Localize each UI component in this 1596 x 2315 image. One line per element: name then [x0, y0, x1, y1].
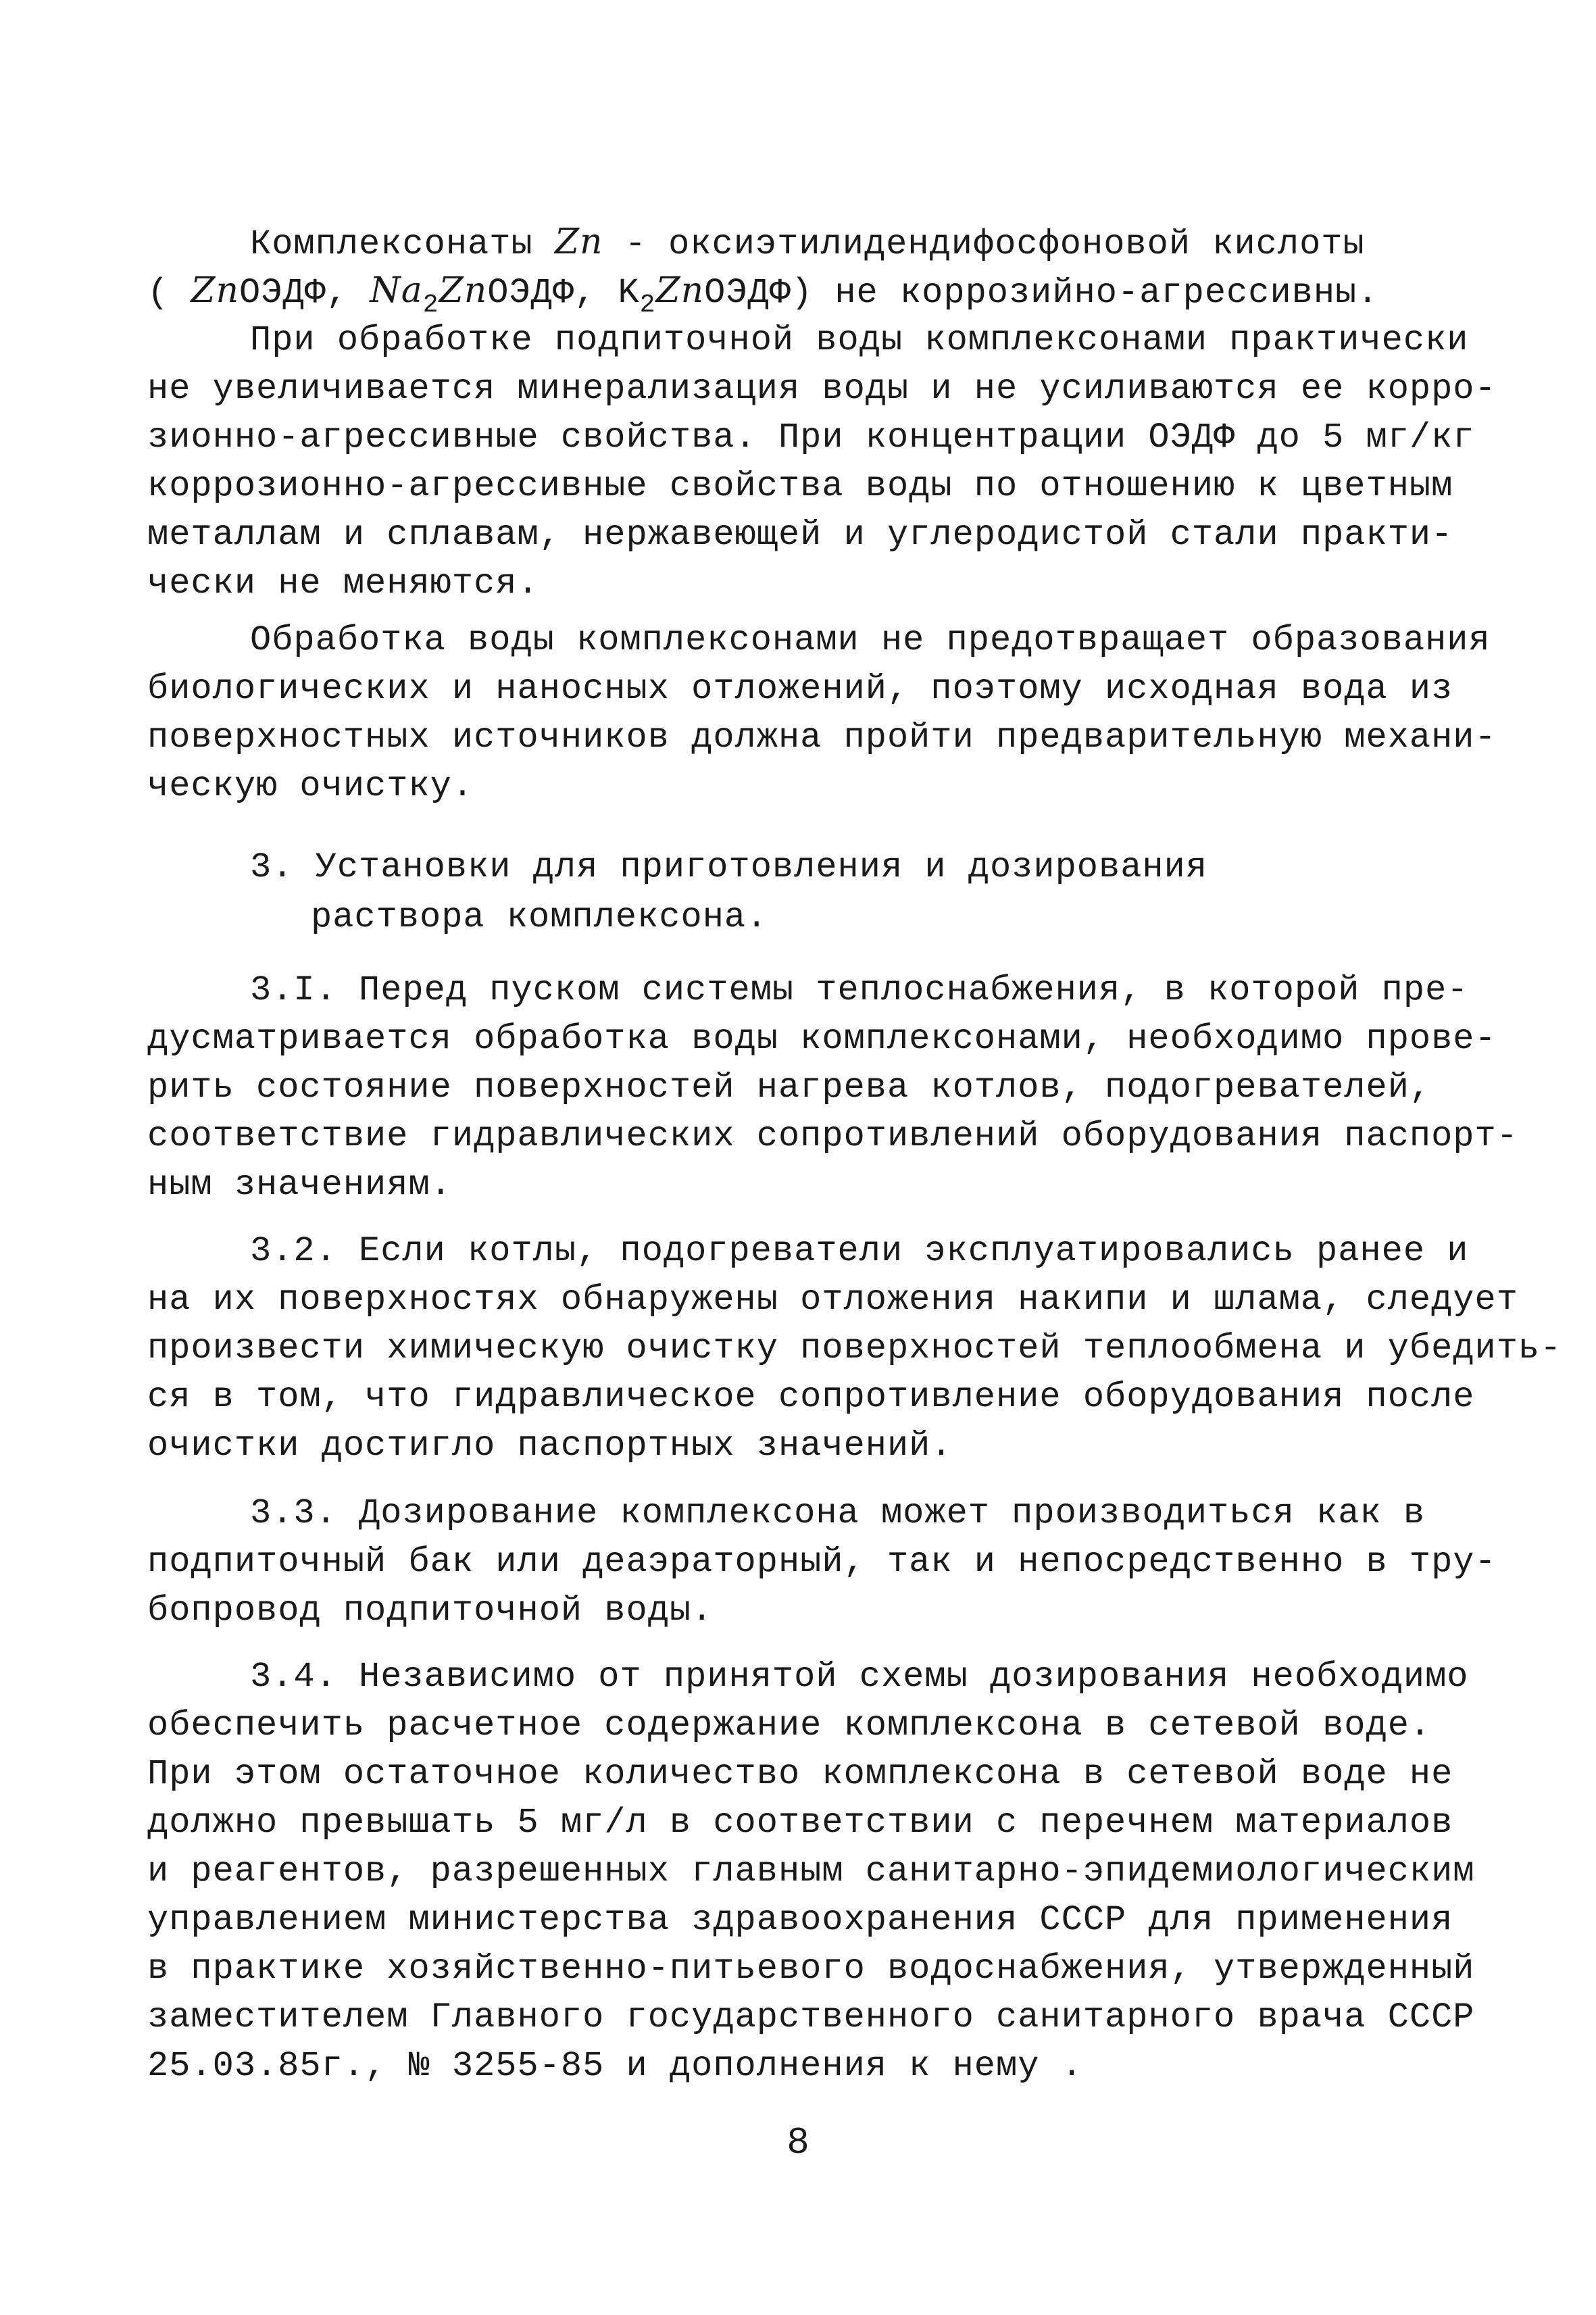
para1-line: чески не меняются. [147, 564, 539, 603]
para2-line: ческую очистку. [147, 766, 474, 806]
p33-line: 3.3. Дозирование комплексона может производиться как в [250, 1493, 1426, 1533]
na-symbol: Na [370, 270, 423, 311]
text-span: ОЭДФ) не коррозийно-агрессивны. [704, 273, 1379, 313]
para2-line: биологических и наносных отложений, поэтому исходная вода из [147, 669, 1453, 709]
p33-line: подпиточный бак или деаэраторный, так и непосредственно в тру- [147, 1542, 1497, 1582]
p34-line: заместителем Главного государственного санитарного врача СССР [147, 1997, 1475, 2037]
p31-line: рить состояние поверхностей нагрева котлов, подогревателей, [147, 1068, 1432, 1107]
p31-line: дусматривается обработка воды комплексонами, необходимо прове- [147, 1019, 1497, 1059]
para2-line: поверхностных источников должна пройти предварительную механи- [147, 718, 1497, 757]
p34-line: управлением министерства здравоохранения СССР для применения [147, 1900, 1453, 1940]
text-span: ОЭДФ, [239, 273, 370, 313]
p32-line: 3.2. Если котлы, подогреватели эксплуатировались ранее и [250, 1231, 1469, 1271]
section-heading: раствора комплексона. [311, 897, 768, 937]
p34-line: и реагентов, разрешенных главным санитарно-эпидемиологическим [147, 1851, 1475, 1891]
subscript: 2 [422, 291, 439, 320]
p32-line: ся в том, что гидравлическое сопротивление оборудования после [147, 1377, 1475, 1417]
p31-line: соответствие гидравлических сопротивлений оборудования паспорт- [147, 1116, 1518, 1156]
para1-line: коррозионно-агрессивные свойства воды по отношению к цветным [147, 466, 1453, 506]
p32-line: произвести химическую очистку поверхностей теплообмена и убедить- [147, 1328, 1562, 1368]
p34-line: 25.03.85г., № 3255-85 и дополнения к нему . [147, 2046, 1083, 2086]
intro-line-1 [250, 218, 1365, 269]
subscript: 2 [639, 291, 656, 320]
p32-line: очистки достигло паспортных значений. [147, 1426, 953, 1466]
text-span: ОЭДФ, K [487, 273, 640, 313]
zn-symbol: Zn [439, 270, 488, 311]
para1-line: металлам и сплавам, нержавеющей и углеродистой стали практи- [147, 515, 1453, 555]
p33-line: бопровод подпиточной воды. [147, 1591, 714, 1631]
zn-symbol: Zn [655, 270, 705, 311]
text-span: - оксиэтилидендифосфоновой кислоты [603, 224, 1365, 264]
p34-line: в практике хозяйственно-питьевого водоснабжения, утвержденный [147, 1949, 1475, 1989]
p31-line: ным значениям. [147, 1165, 452, 1205]
text-span: ( [147, 273, 191, 313]
para1-line: При обработке подпиточной воды комплексонами практически [250, 320, 1469, 360]
para1-line: зионно-агрессивные свойства. При концентрации ОЭДФ до 5 мг/кг [147, 418, 1475, 457]
section-heading: 3. Установки для приготовления и дозирования [250, 847, 1208, 887]
p31-line: 3.I. Перед пуском системы теплоснабжения, в которой пре- [250, 970, 1469, 1010]
zn-symbol: Zn [554, 222, 603, 262]
text-span: Комплексонаты [250, 224, 555, 264]
p32-line: на их поверхностях обнаружены отложения накипи и шлама, следует [147, 1280, 1518, 1320]
page-number: 8 [787, 2121, 809, 2164]
para1-line: не увеличивается минерализация воды и не усиливаются ее корро- [147, 369, 1497, 409]
p34-line: 3.4. Независимо от принятой схемы дозирования необходимо [250, 1657, 1469, 1697]
p34-line: должно превышать 5 мг/л в соответствии с перечнем материалов [147, 1803, 1453, 1843]
zn-symbol: Zn [191, 270, 240, 311]
p34-line: При этом остаточное количество комплексона в сетевой воде не [147, 1754, 1453, 1794]
para2-line: Обработка воды комплексонами не предотвращает образования [250, 620, 1491, 660]
p34-line: обеспечить расчетное содержание комплексона в сетевой воде. [147, 1706, 1432, 1745]
